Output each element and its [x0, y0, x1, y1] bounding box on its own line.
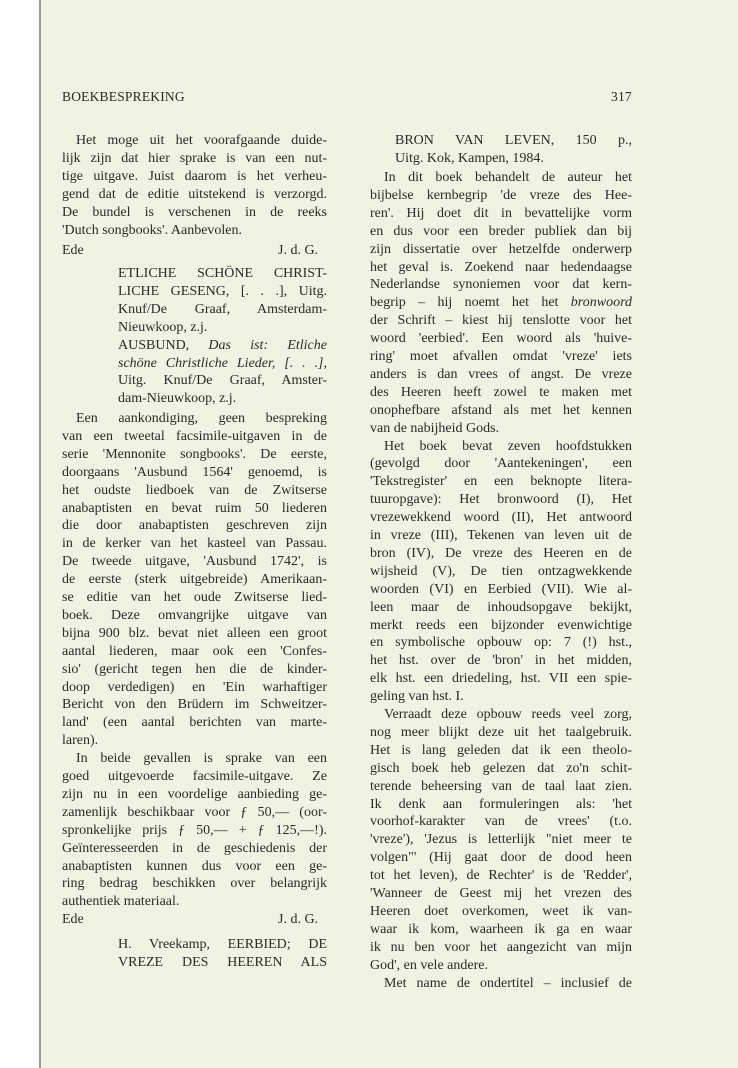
- text-segment: zijn dissertatie over hetzelfde onderwerp: [370, 241, 632, 257]
- text-line: [370, 330, 632, 347]
- text-segment: ik nu ben voor het aangezicht van mijn: [370, 939, 632, 955]
- signature-author: J. d. G.: [278, 912, 319, 927]
- text-line: bijna 900 blz. bevat niet alleen een groot: [62, 625, 327, 641]
- text-segment: voorhof-karakter van de vrees' (t.o.: [370, 814, 632, 830]
- text-segment: ETLICHE SCHÖNE CHRIST-: [118, 266, 327, 281]
- text-segment: In dit boek behandelt de auteur het: [384, 170, 632, 185]
- text-line: [370, 796, 632, 813]
- signature-place: Ede: [62, 912, 84, 927]
- text-segment: Nieuwkoop, z.j.: [118, 319, 208, 335]
- text-segment: terende beheersing van de taal laat zien.: [370, 778, 632, 794]
- text-line: [370, 670, 632, 687]
- text-segment: en symbolische opbouw op: 7 (!) hst.,: [370, 635, 632, 651]
- text-line: [370, 688, 632, 705]
- text-line: doorgaans 'Ausbund 1564' genoemd, is: [62, 464, 327, 480]
- text-segment: tuuropgave): Het bronwoord (I), Het: [370, 492, 632, 508]
- text-line: het oudste liedboek van de Zwitserse: [62, 482, 327, 498]
- text-line: [118, 372, 327, 389]
- text-line: [370, 921, 632, 938]
- italic-title-text: bronwoord: [570, 295, 632, 311]
- text-segment: ring' moet afvallen omdat 'vreze' iets: [370, 349, 632, 364]
- text-line: laren).: [62, 733, 99, 749]
- text-line: lijk zijn dat hier sprake is van een nut-: [62, 150, 327, 166]
- text-segment: begrip – hij noemt het het: [370, 295, 571, 311]
- text-line: [370, 939, 632, 956]
- text-segment: anders is dan vrees of angst. De vreze: [370, 366, 632, 382]
- text-line: [370, 545, 632, 562]
- text-segment: God', en vele andere.: [370, 957, 488, 973]
- text-segment: leen maar de inhoudsopgave bekijkt,: [370, 599, 632, 615]
- text-segment: Ik denk aan formuleringen als: 'het: [370, 796, 632, 812]
- text-line: [118, 283, 327, 300]
- text-line: [370, 205, 632, 222]
- text-segment: het geval is. Zoekend naar hedendaagse: [370, 259, 632, 275]
- text-line: [118, 936, 327, 953]
- text-line: [118, 301, 327, 318]
- text-line: [370, 384, 632, 401]
- text-line: [370, 813, 632, 830]
- text-segment: Knuf/De Graaf, Amsterdam-: [118, 301, 327, 317]
- text-segment: woorden (VI) en Eerbied (VII). Wie al-: [370, 581, 632, 597]
- text-line: aantal liederen, maar ook een 'Confes-: [62, 643, 327, 659]
- text-line: [370, 366, 632, 383]
- text-segment: Heeren doet overkomen, weet ik van-: [370, 903, 632, 919]
- text-line: [384, 975, 632, 992]
- text-segment: woord 'eerbied'. Een woord als 'huive-: [370, 331, 632, 347]
- text-line: [370, 348, 632, 365]
- text-line: [370, 867, 632, 884]
- text-segment: der Schrift – kiest hij tenslotte voor het: [370, 313, 632, 329]
- text-segment: en dus voor een breder publiek dan bij: [370, 223, 632, 239]
- text-line: [370, 241, 632, 258]
- text-line: [370, 724, 632, 741]
- text-line: [370, 563, 632, 580]
- text-segment: VREZE DES HEEREN ALS: [118, 954, 327, 970]
- text-line: [370, 742, 632, 759]
- text-line: zijn nu in een voordelige aanbieding ge-: [62, 786, 327, 802]
- text-line: Geïnteresseerden in de geschiedenis der: [62, 840, 327, 856]
- text-line: anabaptisten kunnen dus voor een ge-: [62, 858, 327, 874]
- text-line: [370, 420, 632, 437]
- text-segment: volgen"' (Hij gaat door de dood heen: [370, 850, 632, 866]
- text-line: [395, 132, 632, 149]
- signature-place: Ede: [62, 243, 84, 258]
- text-segment: bijbelse kernbegrip 'de vreze des Hee-: [370, 187, 632, 203]
- text-line: [370, 223, 632, 240]
- text-segment: vrezewekkend woord (II), Het antwoord: [370, 510, 632, 526]
- text-segment: merkt reeds een bijzonder evenwichtige: [370, 617, 632, 633]
- text-line: [118, 319, 327, 336]
- text-line: [370, 903, 632, 920]
- text-line: land' (een aantal berichten van marte-: [62, 715, 327, 731]
- text-segment: nog meer blijkt deze uit het taalgebruik.: [370, 724, 632, 740]
- text-line: [370, 652, 632, 669]
- text-segment: (gevolgd door 'Aantekeningen', een: [370, 456, 632, 472]
- text-line: [118, 337, 327, 354]
- text-segment: van de nabijheid Gods.: [370, 420, 500, 436]
- text-segment: AUSBUND,: [118, 337, 209, 353]
- signature-author: J. d. G.: [278, 243, 319, 258]
- text-line: anabaptisten en bevat ruim 50 liederen: [62, 500, 327, 516]
- running-title: BOEKBESPREKING: [62, 89, 185, 104]
- text-line: in de kerker van het kasteel van Passau.: [62, 536, 327, 552]
- page-number: 317: [611, 89, 632, 104]
- text-segment: 'Wanneer de Geest mij het vrezen des: [370, 886, 632, 901]
- text-line: [370, 276, 632, 293]
- text-line: [370, 509, 632, 526]
- text-segment: ren'. Hij doet dit in bevattelijke vorm: [370, 205, 632, 221]
- text-line: ring bedrag beschikken over belangrijk: [62, 876, 327, 892]
- text-line: die door anabaptisten geschreven zijn: [62, 518, 327, 534]
- text-segment: elk hst. een driedeling, hst. VII een spie-: [370, 671, 632, 687]
- text-segment: Met name de ondertitel – inclusief de: [384, 975, 632, 991]
- text-line: [370, 778, 632, 795]
- text-segment: in vreze (III), Tekenen van leven uit de: [370, 528, 632, 543]
- text-line: [118, 390, 327, 407]
- text-line: gend dat de editie uitstekend is verzorgd.: [62, 186, 327, 202]
- text-segment: het hst. over de 'bron' in het midden,: [370, 653, 632, 669]
- text-line: se editie van het oude Zwitserse lied-: [62, 590, 327, 605]
- text-segment: Uitg. Knuf/De Graaf, Amster-: [118, 373, 327, 389]
- text-segment: Uitg. Kok, Kampen, 1984.: [395, 150, 544, 166]
- text-line: [370, 634, 632, 651]
- text-line: In beide gevallen is sprake van een: [76, 751, 327, 767]
- text-line: [370, 312, 632, 329]
- text-line: [118, 355, 327, 372]
- text-line: [370, 581, 632, 598]
- text-segment: 'Tekstregister' en een beknopte litera-: [370, 474, 632, 490]
- text-line: tige uitgave. Juist daarom is het verheu-: [62, 168, 327, 184]
- text-line: [370, 259, 632, 276]
- text-segment: bron (IV), De vreze des Heeren en de: [370, 545, 632, 561]
- italic-title-text: schöne Christliche Lieder, [. . .],: [118, 355, 327, 371]
- text-segment: Nederlandse synoniemen voor dat kern-: [370, 277, 632, 293]
- text-line: sio' (gericht tegen hen die de kinder-: [62, 661, 327, 677]
- text-segment: tot het leven), de Rechter' is de 'Redder',: [370, 868, 632, 884]
- text-segment: waar ik kom, waarheen ik ga en waar: [370, 921, 632, 937]
- text-line: [384, 169, 632, 186]
- text-segment: Het boek bevat zeven hoofdstukken: [384, 438, 632, 454]
- text-line: [370, 402, 632, 419]
- text-segment: Het is lang geleden dat ik een theolo-: [370, 742, 632, 758]
- text-line: [370, 617, 632, 634]
- text-line: doop verdedigen) en 'Ein warhaftiger: [62, 679, 327, 695]
- text-line: de eerste (sterk uitgebreide) Amerikaan-: [62, 572, 327, 588]
- text-line: [370, 957, 632, 974]
- text-line: [370, 187, 632, 204]
- text-line: boek. Deze omvangrijke uitgave van: [62, 607, 327, 623]
- text-segment: wijsheid (V), De tien ontzagwekkende: [370, 563, 632, 579]
- text-line: 'Dutch songbooks'. Aanbevolen.: [62, 222, 243, 238]
- text-line: [370, 849, 632, 866]
- text-line: [395, 150, 632, 167]
- text-line: [370, 831, 632, 848]
- text-segment: BRON VAN LEVEN, 150 p.,: [395, 133, 632, 148]
- text-line: [370, 491, 632, 508]
- text-line: [384, 438, 632, 455]
- text-line: spronkelijke prijs ƒ 50,— + ƒ 125,—!).: [62, 822, 327, 838]
- text-line: Het moge uit het voorafgaande duide-: [76, 133, 327, 148]
- text-line: [370, 527, 632, 544]
- text-line: [370, 294, 632, 311]
- text-line: serie 'Mennonite songbooks'. De eerste,: [62, 446, 327, 462]
- text-segment: onophefbare afstand als met het kennen: [370, 402, 632, 418]
- text-line: [370, 455, 632, 472]
- text-line: [370, 473, 632, 490]
- text-line: Bericht von den Brüdern im Schweitzer-: [62, 697, 327, 713]
- text-line: authentiek materiaal.: [62, 894, 180, 910]
- text-segment: des Heeren heeft zowel te maken met: [370, 384, 632, 400]
- text-line: [118, 954, 327, 971]
- text-line: [370, 885, 632, 902]
- text-segment: dam-Nieuwkoop, z.j.: [118, 391, 237, 407]
- text-line: [384, 706, 632, 723]
- text-line: [118, 265, 327, 282]
- text-line: De tweede uitgave, 'Ausbund 1742', is: [62, 554, 327, 570]
- text-segment: gisch boek heb gelezen dat zo'n schit-: [370, 760, 632, 776]
- text-segment: geling van hst. I.: [370, 689, 464, 705]
- text-line: [370, 760, 632, 777]
- text-segment: Verraadt deze opbouw reeds veel zorg,: [384, 707, 632, 722]
- text-line: van een tweetal facsimile-uitgaven in de: [62, 428, 327, 444]
- text-segment: LICHE GESENG, [. . .], Uitg.: [118, 283, 327, 299]
- italic-title-text: Das ist: Etliche: [208, 337, 327, 353]
- text-line: zamenlijk beschikbaar voor ƒ 50,— (oor-: [62, 804, 327, 820]
- text-line: goed uitgevoerde facsimile-uitgave. Ze: [62, 769, 327, 784]
- text-line: Een aankondiging, geen bespreking: [76, 411, 327, 426]
- text-segment: 'vreze'), 'Jezus is letterlijk "niet meer te: [370, 832, 632, 848]
- text-line: [370, 599, 632, 616]
- text-segment: H. Vreekamp, EERBIED; DE: [118, 937, 327, 952]
- text-line: De bundel is verschenen in de reeks: [62, 204, 327, 220]
